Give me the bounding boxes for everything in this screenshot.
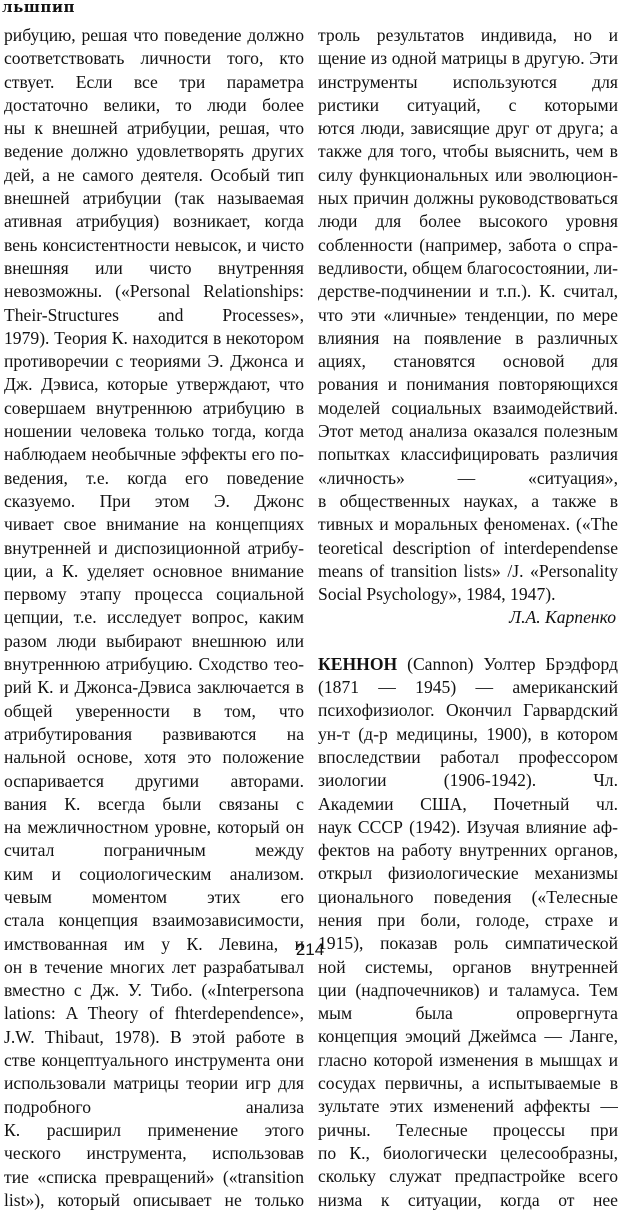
text-line: зиологии (1906-1942). Чл. bbox=[318, 770, 618, 791]
text-line: teoretical description of interdependense bbox=[318, 537, 618, 558]
right-column-continuation bbox=[318, 24, 618, 606]
text-line: чевым моментом этих его bbox=[4, 886, 304, 907]
text-line: ведение должно удовлетворять других bbox=[4, 141, 304, 162]
text-line: щение из одной матрицы в другую. Эти bbox=[318, 48, 618, 69]
entry-author: Л.А. Карпенко bbox=[509, 607, 616, 628]
text-line: по К., биологически целесообразны, bbox=[318, 1142, 618, 1163]
text-line: К. расширил применение этого bbox=[4, 1119, 304, 1140]
text-line: ведливости, общем благосостоянии, ли- bbox=[318, 257, 618, 278]
text-line: зультате этих изменений аффекты — bbox=[318, 1096, 618, 1117]
text-line: ун-т (д-р медицины, 1900), в котором bbox=[318, 723, 618, 744]
text-line: считал пограничным между bbox=[4, 840, 304, 861]
text-line: на межличностном уровне, который он bbox=[4, 817, 304, 838]
text-line: разом люди выбирают внешнюю или bbox=[4, 630, 304, 651]
text-line: нальной основе, хотя это положение bbox=[4, 747, 304, 768]
text-line: гласно которой изменения в мышцах и bbox=[318, 1049, 618, 1070]
text-line: имствованная им у К. Левина, и bbox=[4, 933, 304, 954]
page-number: 214 bbox=[295, 940, 325, 959]
text-line: ативная атрибуция) возникает, когда bbox=[4, 211, 304, 232]
text-line: атрибутирования развиваются на bbox=[4, 723, 304, 744]
text-line: ношении человека только тогда, когда bbox=[4, 421, 304, 442]
text-line: сосудах первичны, а испытываемые в bbox=[318, 1073, 618, 1094]
text-line: «личность» — «ситуация», bbox=[318, 467, 618, 488]
text-line: фектов на работу внутренних органов, bbox=[318, 840, 618, 861]
text-line: ной системы, органов внутренней bbox=[318, 956, 618, 977]
text-line: ных причин должны руководствоваться bbox=[318, 188, 618, 209]
left-column bbox=[4, 24, 304, 1212]
text-line: влияния на появление в различных bbox=[318, 327, 618, 348]
text-line: рий К. и Джонса-Дэвиса заключается в bbox=[4, 677, 304, 698]
text-line: ким и социологическим анализом. bbox=[4, 863, 304, 884]
running-head: льшпип bbox=[2, 0, 75, 16]
text-line: ствует. Если все три параметра bbox=[4, 71, 304, 92]
text-line: цепции, т.е. исследует вопрос, каким bbox=[4, 607, 304, 628]
text-line: дей, а не самого деятеля. Особый тип bbox=[4, 164, 304, 185]
text-line: ческого инструмента, использовав bbox=[4, 1143, 304, 1164]
text-line: наблюдаем необычные эффекты его по- bbox=[4, 444, 304, 465]
text-line: внешняя или чисто внутренняя bbox=[4, 257, 304, 278]
text-line: моделей социальных взаимодействий. bbox=[318, 397, 618, 418]
text-line: невозможны. («Personal Relationships: bbox=[4, 281, 304, 302]
text-line: наук СССР (1942). Изучая влияние аф- bbox=[318, 816, 618, 837]
text-line: тивных и моральных феноменах. («The bbox=[318, 514, 618, 535]
text-line: нения при боли, голоде, страхе и bbox=[318, 909, 618, 930]
text-line: list»), который описывает не только bbox=[4, 1189, 304, 1210]
text-line: достаточно велики, то люди более bbox=[4, 94, 304, 115]
text-line: противоречии с теориями Э. Джонса и bbox=[4, 351, 304, 372]
text-line: 1979). Теория К. находится в некотором bbox=[4, 327, 304, 348]
text-line: вания К. всегда были связаны с bbox=[4, 793, 304, 814]
text-line: что эти «личные» тенденции, по мере bbox=[318, 304, 618, 325]
text-line: низма к ситуации, когда от нее bbox=[318, 1189, 618, 1210]
text-line: силу функциональных или эволюцион- bbox=[318, 164, 618, 185]
text-line: рования и понимания повторяющихся bbox=[318, 374, 618, 395]
text-line: также для того, чтобы выяснить, чем в bbox=[318, 141, 618, 162]
text-line: ациях, становятся основой для bbox=[318, 351, 618, 372]
text-line: Академии США, Почетный чл. bbox=[318, 793, 618, 814]
text-line: внутренней и диспозиционной атрибу- bbox=[4, 537, 304, 558]
text-line: Этот метод анализа оказался полезным bbox=[318, 421, 618, 442]
text-line: (1871 — 1945) — американский bbox=[318, 677, 618, 698]
text-line: в общественных науках, а также в bbox=[318, 490, 618, 511]
text-line: ции (надпочечников) и таламуса. Тем bbox=[318, 979, 618, 1000]
text-line: троль результатов индивида, но и bbox=[318, 25, 618, 45]
text-line: попытках классифицировать различия bbox=[318, 444, 618, 465]
text-line: внутреннюю атрибуцию. Сходство тео- bbox=[4, 654, 304, 675]
text-line: Дж. Дэвиса, которые утверждают, что bbox=[4, 374, 304, 395]
text-line: общей уверенности в том, что bbox=[4, 700, 304, 721]
text-line: ны к внешней атрибуции, решая, что bbox=[4, 118, 304, 139]
text-line: инструменты используются для bbox=[318, 71, 618, 92]
text-line: оспаривается другими авторами. bbox=[4, 770, 304, 791]
text-line: рибуцию, решая что поведение должно bbox=[4, 25, 304, 45]
text-line: открыл физиологические механизмы bbox=[318, 863, 618, 884]
text-line: 1915), показав роль симпатической bbox=[318, 933, 618, 954]
text-line: совершаем внутреннюю атрибуцию в bbox=[4, 397, 304, 418]
text-line: соответствовать личности того, кто bbox=[4, 48, 304, 69]
text-line: вень консистентности невысок, и чисто bbox=[4, 234, 304, 255]
text-line: Social Psychology», 1984, 1947). bbox=[318, 584, 556, 605]
text-line: сказуемо. При этом Э. Джонс bbox=[4, 490, 304, 511]
entry-first-line bbox=[318, 653, 618, 676]
text-line: стве концептуального инструмента они bbox=[4, 1050, 304, 1071]
text-line: дерстве-подчинении и т.п.). К. считал, bbox=[318, 281, 618, 302]
text-line: использовали матрицы теории игр для bbox=[4, 1073, 304, 1094]
right-column bbox=[318, 24, 618, 1212]
text-line: J.W. Thibaut, 1978). В этой работе в bbox=[4, 1026, 304, 1047]
text-line: ведения, т.е. когда его поведение bbox=[4, 467, 304, 488]
text-line: чивает свое внимание на концепциях bbox=[4, 514, 304, 535]
text-line: скольку служат предпастройке всего bbox=[318, 1166, 618, 1187]
text-line: ричны. Телесные процессы при bbox=[318, 1119, 618, 1140]
entry-headword: КЕННОН bbox=[318, 653, 398, 674]
entry-first-line-text: (Cannon) Уолтер Брэдфорд bbox=[397, 653, 618, 674]
text-line: внешней атрибуции (так называемая bbox=[4, 188, 304, 209]
text-line: первому этапу процесса социальной bbox=[4, 584, 304, 605]
text-line: вместно с Дж. У. Тибо. («Interpersona bbox=[4, 980, 304, 1001]
text-line: lations: A Theory of fhterdependence», bbox=[4, 1003, 304, 1024]
text-line: тие «списка превращений» («transition bbox=[4, 1166, 304, 1187]
text-line: ристики ситуаций, с которыми bbox=[318, 94, 618, 115]
text-line: он в течение многих лет разрабатывал bbox=[4, 956, 304, 977]
text-line: ционального поведения («Телесные bbox=[318, 886, 618, 907]
text-line: впоследствии работал профессором bbox=[318, 746, 618, 767]
text-line: ются люди, зависящие друг от друга; а bbox=[318, 118, 618, 139]
text-line: Their-Structures and Processes», bbox=[4, 304, 304, 325]
text-line: стала концепция взаимозависимости, bbox=[4, 910, 304, 931]
text-line: подробного анализа bbox=[4, 1096, 304, 1117]
entry-spacer bbox=[318, 630, 618, 653]
text-line: мым была опровергнута bbox=[318, 1003, 618, 1024]
text-line: ции, а К. уделяет основное внимание bbox=[4, 560, 304, 581]
text-line: концепция эмоций Джеймса — Ланге, bbox=[318, 1026, 618, 1047]
text-line: собленности (например, забота о спра- bbox=[318, 234, 618, 255]
text-line: means of transition lists» /J. «Personality bbox=[318, 560, 618, 581]
text-line: психофизиолог. Окончил Гарвардский bbox=[318, 700, 618, 721]
text-line: люди для более высокого уровня bbox=[318, 211, 618, 232]
